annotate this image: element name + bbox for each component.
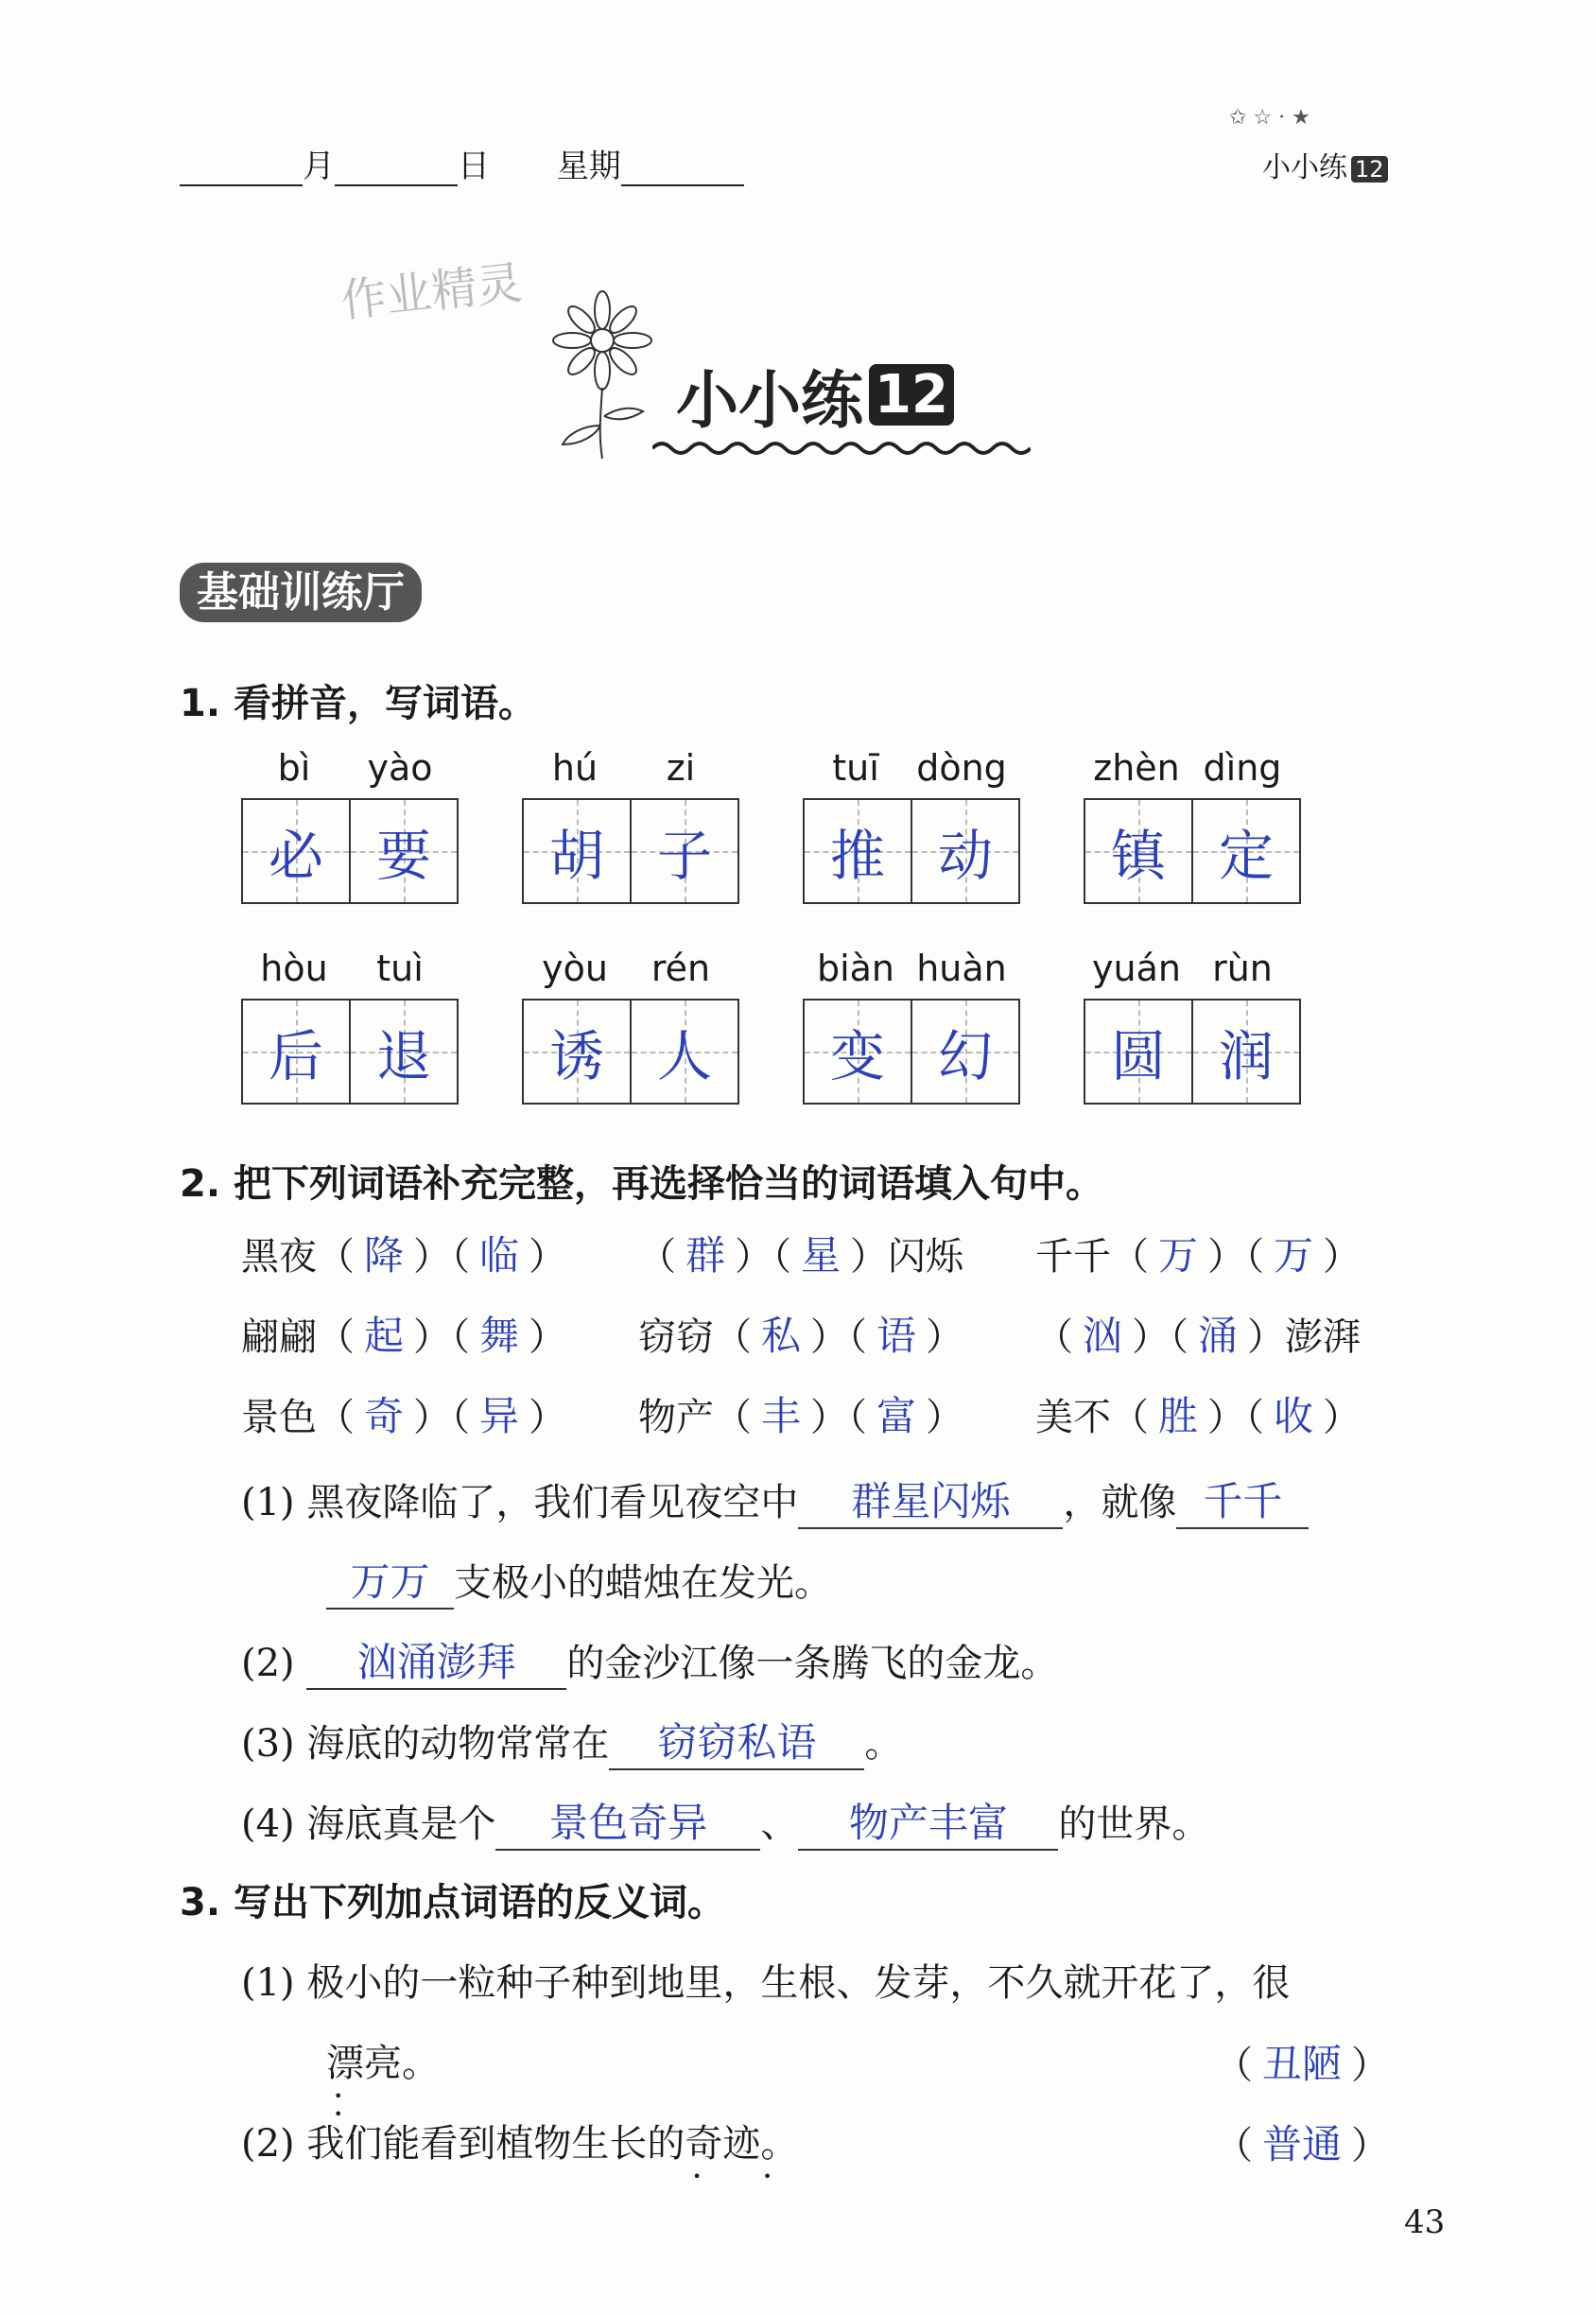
idiom-answer[interactable]: 万 (1274, 1232, 1314, 1279)
idiom-answer[interactable]: 起 (364, 1313, 405, 1359)
pinyin-text: rùn (1212, 948, 1273, 989)
idiom-fill (1035, 1225, 1361, 1281)
bracket: ） (810, 1396, 849, 1439)
idiom-answer[interactable]: 异 (479, 1393, 520, 1439)
q3-s2-answer: 普通 (1262, 2121, 1343, 2167)
idiom-prefix: 物产 (638, 1396, 714, 1439)
bracket: （ (451, 1235, 471, 1279)
weekday-label: 星期 (556, 148, 621, 185)
pinyin-text: bì (277, 747, 311, 789)
answer-char: 人 (656, 1024, 712, 1088)
date-line (180, 140, 744, 186)
day-blank[interactable] (335, 156, 458, 186)
idiom-fill (1035, 1305, 1361, 1362)
bracket: （ (1170, 1315, 1189, 1359)
answer-char: 推 (829, 824, 885, 888)
s1-answer1[interactable]: 群星闪烁 (798, 1471, 1063, 1529)
q3-s2 (241, 2114, 798, 2167)
q2-s1 (241, 1471, 1309, 1529)
s1-num: (1) (241, 1481, 295, 1524)
answer-char: 子 (656, 824, 712, 888)
writing-grid (803, 798, 1020, 904)
grid-cell[interactable] (805, 800, 911, 902)
bracket: ） (850, 1235, 889, 1279)
lesson-num-badge: 12 (869, 364, 954, 426)
bracket: ） (413, 1315, 452, 1359)
answer-char: 变 (829, 1024, 885, 1088)
bracket: ） (529, 1315, 567, 1359)
idiom-prefix: 千千 (1035, 1235, 1111, 1279)
page-number: 43 (1404, 2203, 1446, 2241)
bracket: ） (529, 1396, 567, 1439)
idiom-prefix: 翩翩 (241, 1315, 317, 1359)
bracket: （ (1245, 1235, 1265, 1279)
writing-grid (1084, 798, 1301, 904)
q3-s1-cont (326, 2033, 440, 2087)
s1-text2: ，就像 (1063, 1481, 1177, 1524)
bracket: （ (1111, 1235, 1149, 1279)
grid-cell[interactable] (911, 800, 1018, 902)
bracket: ） (1323, 1396, 1362, 1439)
grid-cell[interactable] (630, 1001, 737, 1103)
s4-text: 海底真是个 (306, 1802, 496, 1846)
pinyin-text: huàn (916, 948, 1007, 989)
grid-cell[interactable] (1191, 800, 1299, 902)
grid-cell[interactable] (1191, 1001, 1299, 1103)
answer-char: 圆 (1110, 1024, 1166, 1088)
s2-text: 的金沙江像一条腾飞的金龙。 (566, 1642, 1059, 1685)
q3-s2-text: 我们能看到植物生长的 (306, 2122, 685, 2166)
bracket: （ (848, 1396, 868, 1439)
writing-grid (803, 999, 1020, 1105)
s4-answer1[interactable]: 景色奇异 (495, 1792, 760, 1851)
idiom-answer[interactable]: 富 (876, 1393, 917, 1439)
grid-cell[interactable] (911, 1001, 1018, 1103)
s1-text1: 黑夜降临了，我们看见夜空中 (306, 1481, 799, 1524)
bracket: ） (810, 1315, 849, 1359)
s3-end: 。 (864, 1722, 903, 1766)
month-label: 月 (303, 148, 335, 185)
writing-grid (522, 999, 739, 1105)
pinyin-item (803, 747, 1020, 904)
idiom-fill (241, 1385, 566, 1442)
idiom-answer[interactable]: 收 (1274, 1393, 1314, 1439)
month-blank[interactable] (180, 156, 303, 186)
pinyin-text: zhèn (1093, 747, 1180, 789)
pinyin-row (1084, 948, 1301, 989)
idiom-prefix: 黑夜 (241, 1235, 317, 1279)
grid-cell[interactable] (524, 800, 630, 902)
writing-grid (522, 798, 739, 904)
watermark: 作业精灵 (338, 256, 525, 328)
pinyin-text: tuī (832, 747, 879, 789)
idiom-answer[interactable]: 语 (876, 1313, 917, 1359)
bracket: （ (714, 1396, 752, 1439)
idiom-answer[interactable]: 舞 (479, 1313, 520, 1359)
pinyin-text: biàn (816, 948, 895, 989)
idiom-prefix: 窃窃 (638, 1315, 714, 1359)
pinyin-row (241, 747, 459, 789)
q3-s2-answer-box[interactable]: （ 普通 ） (1215, 2121, 1390, 2167)
pinyin-text: zi (666, 747, 696, 789)
bracket: （ (1245, 1396, 1265, 1439)
weekday-blank[interactable] (621, 156, 744, 186)
idiom-fill (241, 1225, 566, 1281)
idiom-answer[interactable]: 涌 (1198, 1313, 1239, 1359)
answer-char: 定 (1218, 824, 1274, 888)
bracket: ） (1207, 1396, 1246, 1439)
pinyin-text: dòng (916, 747, 1007, 789)
grid-cell[interactable] (349, 1001, 457, 1103)
grid-cell[interactable] (1085, 1001, 1191, 1103)
answer-char: 退 (375, 1024, 431, 1088)
answer-char: 润 (1218, 1024, 1274, 1088)
grid-cell[interactable] (243, 800, 349, 902)
s2-answer[interactable]: 汹涌澎拜 (306, 1631, 566, 1690)
answer-char: 动 (937, 824, 993, 888)
bracket: ） (926, 1396, 964, 1439)
grid-cell[interactable] (805, 1001, 911, 1103)
pinyin-row (803, 948, 1020, 989)
grid-cell[interactable] (524, 1001, 630, 1103)
pinyin-text: yòu (542, 948, 608, 989)
pinyin-item (241, 948, 459, 1105)
pinyin-text: hòu (260, 948, 328, 989)
day-label: 日 (458, 148, 490, 185)
answer-char: 要 (375, 824, 431, 888)
answer-char: 镇 (1110, 824, 1166, 888)
wave-divider (652, 437, 1031, 460)
section-label (180, 558, 422, 618)
idiom-answer[interactable]: 群 (685, 1232, 726, 1279)
idiom-prefix: 美不 (1035, 1396, 1111, 1439)
section-label-text: 基础训练厅 (180, 563, 422, 622)
stars-icon: ✩ ☆ · ★ (1229, 106, 1310, 130)
idiom-fill (241, 1305, 566, 1362)
answer-char: 幻 (937, 1024, 993, 1088)
grid-cell[interactable] (630, 800, 737, 902)
flower-icon (544, 284, 667, 463)
lesson-title-text: 小小练 (676, 364, 863, 437)
idiom-answer[interactable]: 私 (761, 1313, 802, 1359)
idiom-suffix: 闪烁 (888, 1235, 964, 1279)
idiom-answer[interactable]: 临 (479, 1232, 520, 1279)
q3-s1 (241, 1953, 1290, 2007)
s4-end: 的世界。 (1058, 1802, 1210, 1846)
idiom-fill (638, 1225, 963, 1281)
s3-text: 海底的动物常常在 (306, 1722, 610, 1766)
idiom-answer[interactable]: 星 (801, 1232, 841, 1279)
pinyin-item (241, 747, 459, 904)
bracket: （ (317, 1235, 355, 1279)
q3-s1-num: (1) (241, 1961, 295, 2005)
q1-title: 1. 看拼音，写词语。 (180, 682, 536, 725)
idiom-answer[interactable]: 奇 (364, 1393, 405, 1439)
grid-cell[interactable] (1085, 800, 1191, 902)
q3-s2-end: 。 (760, 2122, 799, 2166)
idiom-answer[interactable]: 丰 (761, 1393, 802, 1439)
bracket: ） (1132, 1315, 1171, 1359)
s4-answer2[interactable]: 物产丰富 (798, 1792, 1058, 1851)
bracket: ） (1323, 1235, 1362, 1279)
pinyin-row (522, 948, 739, 989)
bracket: （ (1111, 1396, 1149, 1439)
bracket: （ (772, 1235, 792, 1279)
q3-s1-dotted-word: 漂亮 • • (326, 2042, 402, 2085)
s3-num: (3) (241, 1722, 295, 1766)
idiom-answer[interactable]: 胜 (1158, 1393, 1199, 1439)
pinyin-row (241, 948, 459, 989)
s2-num: (2) (241, 1642, 295, 1685)
s4-sep: 、 (760, 1802, 799, 1846)
idiom-fill (638, 1385, 963, 1442)
answer-char: 后 (268, 1024, 323, 1088)
pinyin-text: rén (651, 948, 711, 989)
writing-grid (241, 999, 459, 1105)
bracket: ） (735, 1235, 773, 1279)
pinyin-text: yuán (1092, 948, 1181, 989)
idiom-answer[interactable]: 降 (364, 1232, 405, 1279)
s4-num: (4) (241, 1802, 295, 1846)
pinyin-text: hú (551, 747, 598, 789)
q3-s1-end: 。 (402, 2042, 440, 2085)
bracket: ） (413, 1235, 452, 1279)
pinyin-item (522, 948, 739, 1105)
answer-char: 必 (268, 824, 323, 888)
grid-cell[interactable] (349, 800, 457, 902)
pinyin-text: tuì (376, 948, 424, 989)
bracket: ） (529, 1235, 567, 1279)
q2-s3 (241, 1712, 902, 1770)
idiom-fill (1035, 1385, 1361, 1442)
grid-cell[interactable] (243, 1001, 349, 1103)
pinyin-text: dìng (1203, 747, 1282, 789)
idiom-fill (638, 1305, 963, 1362)
q3-s1-answer-box[interactable]: （ 丑陋 ） (1215, 2041, 1390, 2087)
pinyin-row (803, 747, 1020, 789)
pinyin-item (522, 747, 739, 904)
bracket: ） (413, 1396, 452, 1439)
q3-s2-num: (2) (241, 2122, 295, 2166)
answer-char: 胡 (548, 824, 604, 888)
bracket: （ (317, 1396, 355, 1439)
idiom-answer[interactable]: 万 (1158, 1232, 1199, 1279)
s1-answer2b[interactable]: 万万 (326, 1551, 454, 1610)
bracket: （ (1035, 1315, 1073, 1359)
q3-s2-dotted-word: 奇迹 • • (685, 2122, 760, 2166)
bracket: （ (317, 1315, 355, 1359)
corner-title (1262, 144, 1388, 185)
q3-s1-answer: 丑陋 (1262, 2041, 1343, 2087)
q3-title: 3. 写出下列加点词语的反义词。 (180, 1881, 725, 1924)
idiom-answer[interactable]: 汹 (1083, 1313, 1123, 1359)
pinyin-item (1084, 948, 1301, 1105)
lesson-title (676, 350, 954, 440)
bracket: （ (638, 1235, 676, 1279)
pinyin-row (522, 747, 739, 789)
writing-grid (241, 798, 459, 904)
q3-s1-text: 极小的一粒种子种到地里，生根、发芽，不久就开花了，很 (306, 1961, 1291, 2005)
bracket: （ (848, 1315, 868, 1359)
bracket: ） (926, 1315, 964, 1359)
pinyin-text: yào (367, 747, 433, 789)
writing-grid (1084, 999, 1301, 1105)
q2-s2 (241, 1631, 1058, 1690)
pinyin-item (803, 948, 1020, 1105)
pinyin-item (1084, 747, 1301, 904)
corner-num: 12 (1351, 156, 1388, 183)
pinyin-row (1084, 747, 1301, 789)
s3-answer[interactable]: 窃窃私语 (609, 1712, 864, 1770)
answer-char: 诱 (548, 1024, 604, 1088)
s1-text3: 支极小的蜡烛在发光。 (454, 1561, 832, 1605)
bracket: （ (451, 1396, 471, 1439)
bracket: ） (1207, 1235, 1246, 1279)
idiom-suffix: 澎湃 (1285, 1315, 1362, 1359)
s1-answer2a[interactable]: 千千 (1176, 1471, 1309, 1529)
q2-s1-cont (326, 1551, 832, 1610)
idiom-prefix: 景色 (241, 1396, 317, 1439)
q2-title: 2. 把下列词语补充完整，再选择恰当的词语填入句中。 (180, 1162, 1103, 1206)
bracket: （ (451, 1315, 471, 1359)
bracket: （ (714, 1315, 752, 1359)
q2-s4 (241, 1792, 1209, 1851)
bracket: ） (1247, 1315, 1286, 1359)
corner-label: 小小练 (1262, 151, 1347, 184)
